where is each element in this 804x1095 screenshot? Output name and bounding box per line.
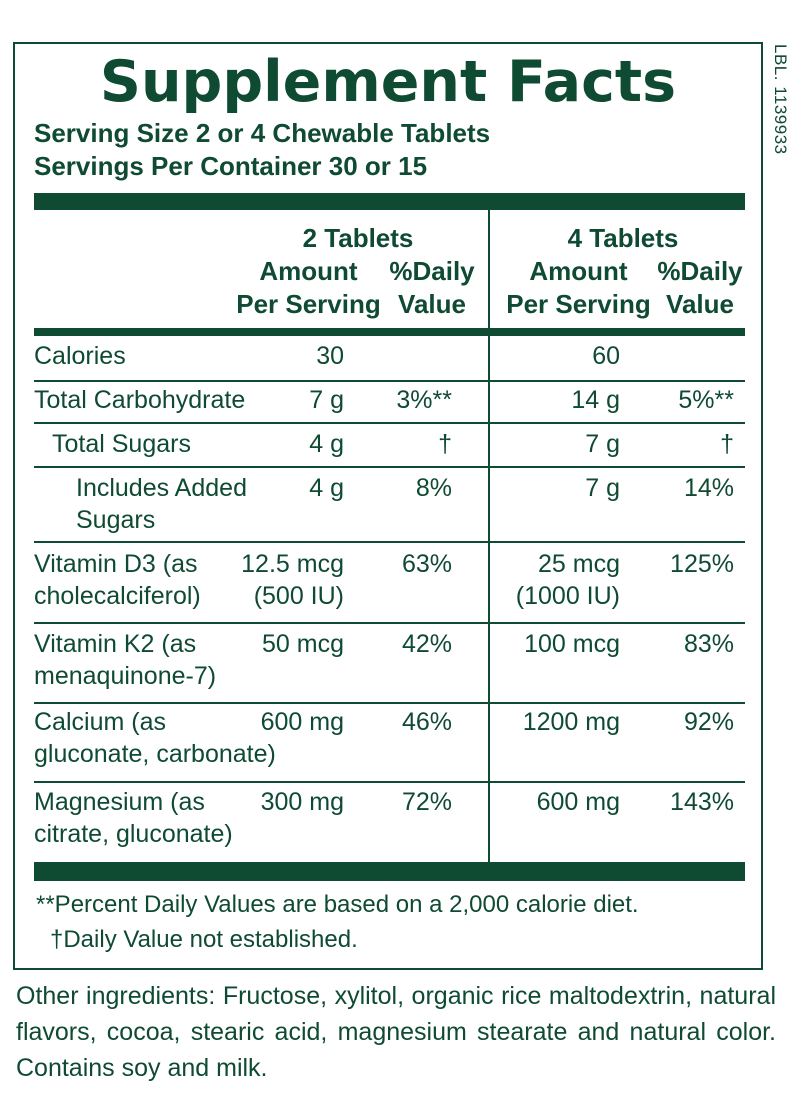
row-divider: [34, 541, 745, 543]
nutrient-name: menaquinone-7): [34, 662, 217, 690]
row-divider: [34, 380, 745, 382]
nutrient-name: Total Sugars: [52, 430, 191, 458]
col1-amount-line2: Per Serving: [236, 289, 381, 319]
daily-value-2-tablets: †: [438, 430, 452, 458]
daily-value-2-tablets: 72%: [401, 788, 452, 816]
amount-2-tablets: 30: [316, 342, 344, 370]
row-divider: [34, 702, 745, 704]
row-divider: [34, 622, 745, 624]
amount-4-tablets: 25 mcg: [538, 550, 620, 578]
col2-amount-line1: Amount: [529, 256, 628, 286]
col2-amount-line2: Per Serving: [506, 289, 651, 319]
nutrient-name: gluconate, carbonate): [34, 740, 276, 768]
row-divider: [34, 422, 745, 424]
amount-2-tablets: 4 g: [309, 430, 344, 458]
nutrient-name: Calories: [34, 342, 126, 370]
column-divider: [488, 210, 490, 862]
col-group-2-tablets: 2 Tablets: [302, 223, 414, 253]
daily-value-4-tablets: 92%: [683, 708, 734, 736]
amount-4-tablets: 7 g: [585, 474, 620, 502]
col2-dv-line1: %Daily: [657, 256, 743, 286]
amount-2-tablets: 50 mcg: [262, 630, 344, 658]
amount-2-tablets: 300 mg: [260, 788, 344, 816]
header-bar: [34, 328, 745, 336]
nutrient-name: Vitamin D3 (as: [34, 550, 198, 578]
daily-value-4-tablets: 14%: [683, 474, 734, 502]
serving-size: Serving Size 2 or 4 Chewable Tablets: [34, 118, 491, 148]
daily-value-4-tablets: †: [720, 430, 734, 458]
amount-2-tablets: 12.5 mcg: [241, 550, 344, 578]
col1-dv-line2: Value: [398, 289, 466, 319]
amount-4-tablets: 100 mcg: [524, 630, 620, 658]
daily-value-2-tablets: 3%**: [396, 386, 452, 414]
daily-value-4-tablets: 125%: [670, 550, 734, 578]
amount-2-tablets: (500 IU): [253, 582, 344, 610]
nutrient-name: Calcium (as: [34, 708, 166, 736]
amount-2-tablets: 600 mg: [260, 708, 344, 736]
amount-4-tablets: 1200 mg: [522, 708, 620, 736]
col1-dv-line1: %Daily: [389, 256, 475, 286]
panel-title: Supplement Facts: [99, 49, 677, 115]
row-divider: [34, 781, 745, 783]
nutrient-name: Vitamin K2 (as: [34, 630, 197, 658]
row-divider: [34, 466, 745, 468]
amount-4-tablets: 600 mg: [536, 788, 620, 816]
daily-value-4-tablets: 143%: [670, 788, 734, 816]
nutrient-name: Magnesium (as: [34, 788, 205, 816]
other-ingredients: Other ingredients: Fructose, xylitol, organic rice maltodextrin, natural flavors, cocoa, stearic acid, magnesium stearate and natural color. Contains soy and milk.: [16, 982, 776, 1082]
amount-2-tablets: 7 g: [309, 386, 344, 414]
col-group-4-tablets: 4 Tablets: [567, 223, 679, 253]
footnote-percent-dv: **Percent Daily Values are based on a 2,000 calorie diet.: [36, 891, 639, 918]
footnote-dagger: †Daily Value not established.: [50, 926, 358, 953]
col1-amount-line1: Amount: [259, 256, 358, 286]
amount-4-tablets: 60: [592, 342, 620, 370]
daily-value-2-tablets: 63%: [401, 550, 452, 578]
thick-top-bar: [34, 193, 745, 210]
amount-4-tablets: 7 g: [585, 430, 620, 458]
thick-bottom-bar: [34, 862, 745, 881]
nutrient-name: cholecalciferol): [34, 582, 201, 610]
nutrient-name: Sugars: [76, 506, 156, 534]
daily-value-2-tablets: 8%: [415, 474, 452, 502]
nutrient-name: Total Carbohydrate: [34, 386, 246, 414]
amount-2-tablets: 4 g: [309, 474, 344, 502]
label-code: LBL. 1139933: [771, 44, 790, 155]
daily-value-4-tablets: 83%: [683, 630, 734, 658]
amount-4-tablets: 14 g: [571, 386, 620, 414]
amount-4-tablets: (1000 IU): [515, 582, 620, 610]
nutrient-name: Includes Added: [76, 474, 247, 502]
daily-value-4-tablets: 5%**: [678, 386, 734, 414]
col2-dv-line2: Value: [666, 289, 734, 319]
daily-value-2-tablets: 42%: [401, 630, 452, 658]
servings-per-container: Servings Per Container 30 or 15: [34, 151, 428, 181]
nutrient-name: citrate, gluconate): [34, 820, 233, 848]
daily-value-2-tablets: 46%: [401, 708, 452, 736]
